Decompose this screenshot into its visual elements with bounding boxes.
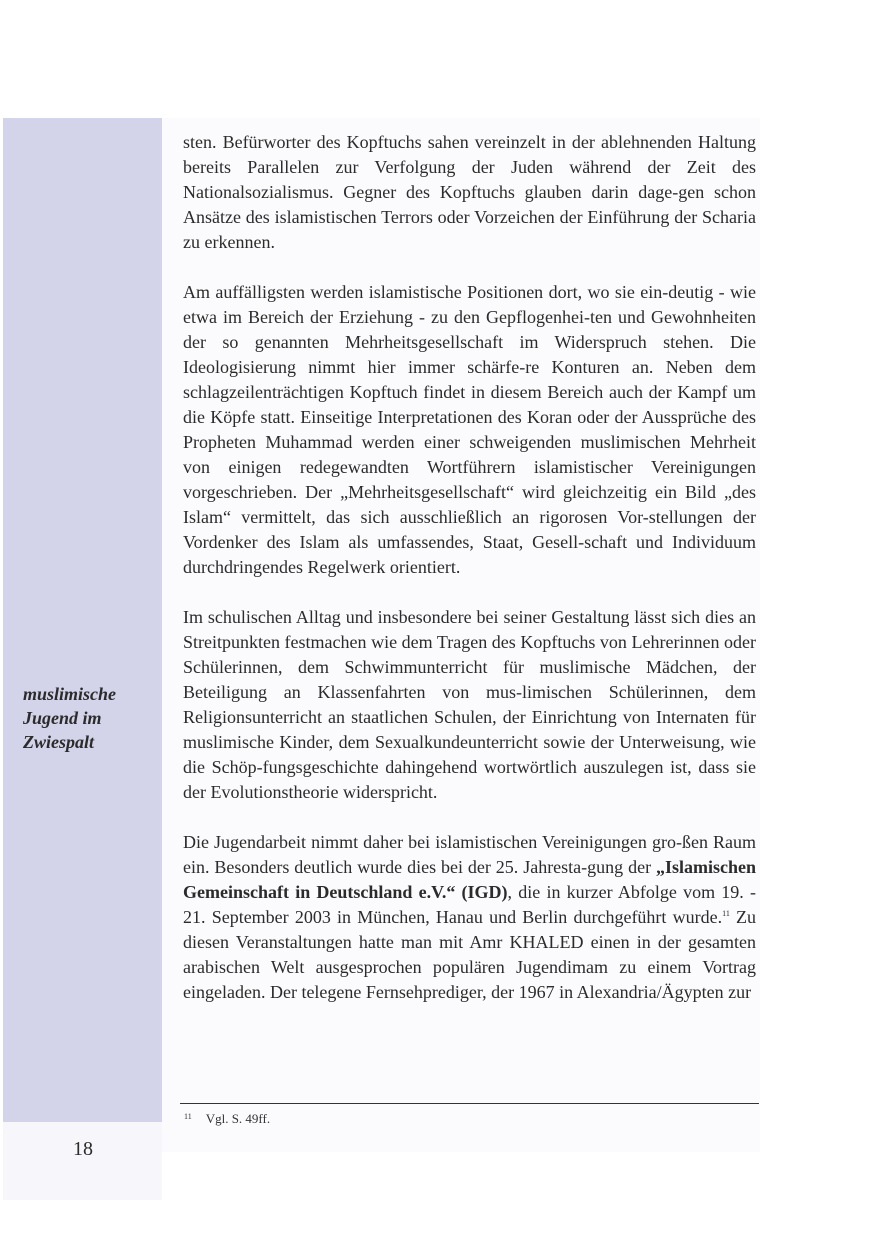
margin-note-line: muslimische	[23, 684, 117, 704]
organization-name: „Islamischen Gemeinschaft in Deutschland e.V.“ (IGD)	[183, 857, 756, 902]
margin-note	[23, 682, 153, 754]
paragraph: sten. Befürworter des Kopftuchs sahen vereinzelt in der ablehnenden Haltung bereits Parallelen zur Verfolgung der Juden während der Zeit des Nationalsozialismus. Gegner des Kopftuchs glauben darin dage-gen schon Ansätze des islamistischen Terrors oder Vorzeichen der Einführung der Scharia zu erkennen.	[183, 132, 756, 252]
sidebar-band	[3, 118, 162, 1122]
footnote-reference[interactable]: 11	[722, 909, 730, 918]
footnote-number: 11	[184, 1112, 192, 1121]
paragraph: Im schulischen Alltag und insbesondere bei seiner Gestaltung lässt sich dies an Streitpunkten festmachen wie dem Tragen des Kopftuchs von Lehrerinnen oder Schülerinnen, dem Schwimmunterricht für muslimische Mädchen, der Beteiligung an Klassenfahrten von mus-limischen Schülerinnen, dem Religionsunterricht an staatlichen Schulen, der Einrichtung von Internaten für muslimische Kinder, dem Sexualkundeunterricht sowie der Unterweisung, wie die Schöp-fungsgeschichte dahingehend wortwörtlich auszulegen ist, dass sie der Evolutionstheorie widerspricht.	[183, 607, 756, 802]
footnote	[184, 1109, 270, 1127]
paragraph: Am auffälligsten werden islamistische Positionen dort, wo sie ein-deutig - wie etwa im Bereich der Erziehung - zu den Gepflogenhei-ten und Gewohnheiten der so genannten Mehrheitsgesellschaft im Widerspruch stehen. Die Ideologisierung nimmt hier immer schärfe-re Konturen an. Neben dem schlagzeilenträchtigen Kopftuch findet in diesem Bereich auch der Kampf um die Köpfe statt. Einseitige Interpretationen des Koran oder der Aussprüche des Propheten Muhammad werden einer schweigenden muslimischen Mehrheit von einigen redegewandten Wortführern islamistischer Vereinigungen vorgeschrieben. Der „Mehrheitsgesellschaft“ wird gleichzeitig ein Bild „des Islam“ vermittelt, das sich ausschließlich an rigorosen Vor-stellungen der Vordenker des Islam als umfassendes, Staat, Gesell-schaft und Individuum durchdringendes Regelwerk orientiert.	[183, 282, 756, 577]
paragraph-text: , die in kurzer Abfolge vom 19. - 21. September 2003 in München, Hanau und Berlin durchgeführt wurde.	[183, 882, 757, 927]
paragraph	[183, 830, 756, 1005]
page-number: 18	[73, 1138, 93, 1160]
paragraph-text: Die Jugendarbeit nimmt daher bei islamistischen Vereinigungen gro-ßen Raum ein. Besonders deutlich wurde dies bei der 25. Jahresta-gung der	[183, 832, 756, 877]
footnote-divider	[180, 1103, 759, 1104]
paragraph-text: Zu diesen Veranstaltungen hatte man mit Amr KHALED einen in der gesamten arabischen Welt ausgesprochen populären Jugendimam zu einem Vortrag eingeladen. Der telegene Fernsehprediger, der 1967 in Alexandria/Ägypten zur	[183, 907, 756, 1002]
margin-note-line: Zwiespalt	[23, 732, 94, 752]
body-text	[183, 130, 756, 1005]
sidebar-footer-band	[3, 1122, 162, 1200]
footnote-text: Vgl. S. 49ff.	[205, 1111, 271, 1126]
margin-note-line: Jugend im	[23, 708, 102, 728]
